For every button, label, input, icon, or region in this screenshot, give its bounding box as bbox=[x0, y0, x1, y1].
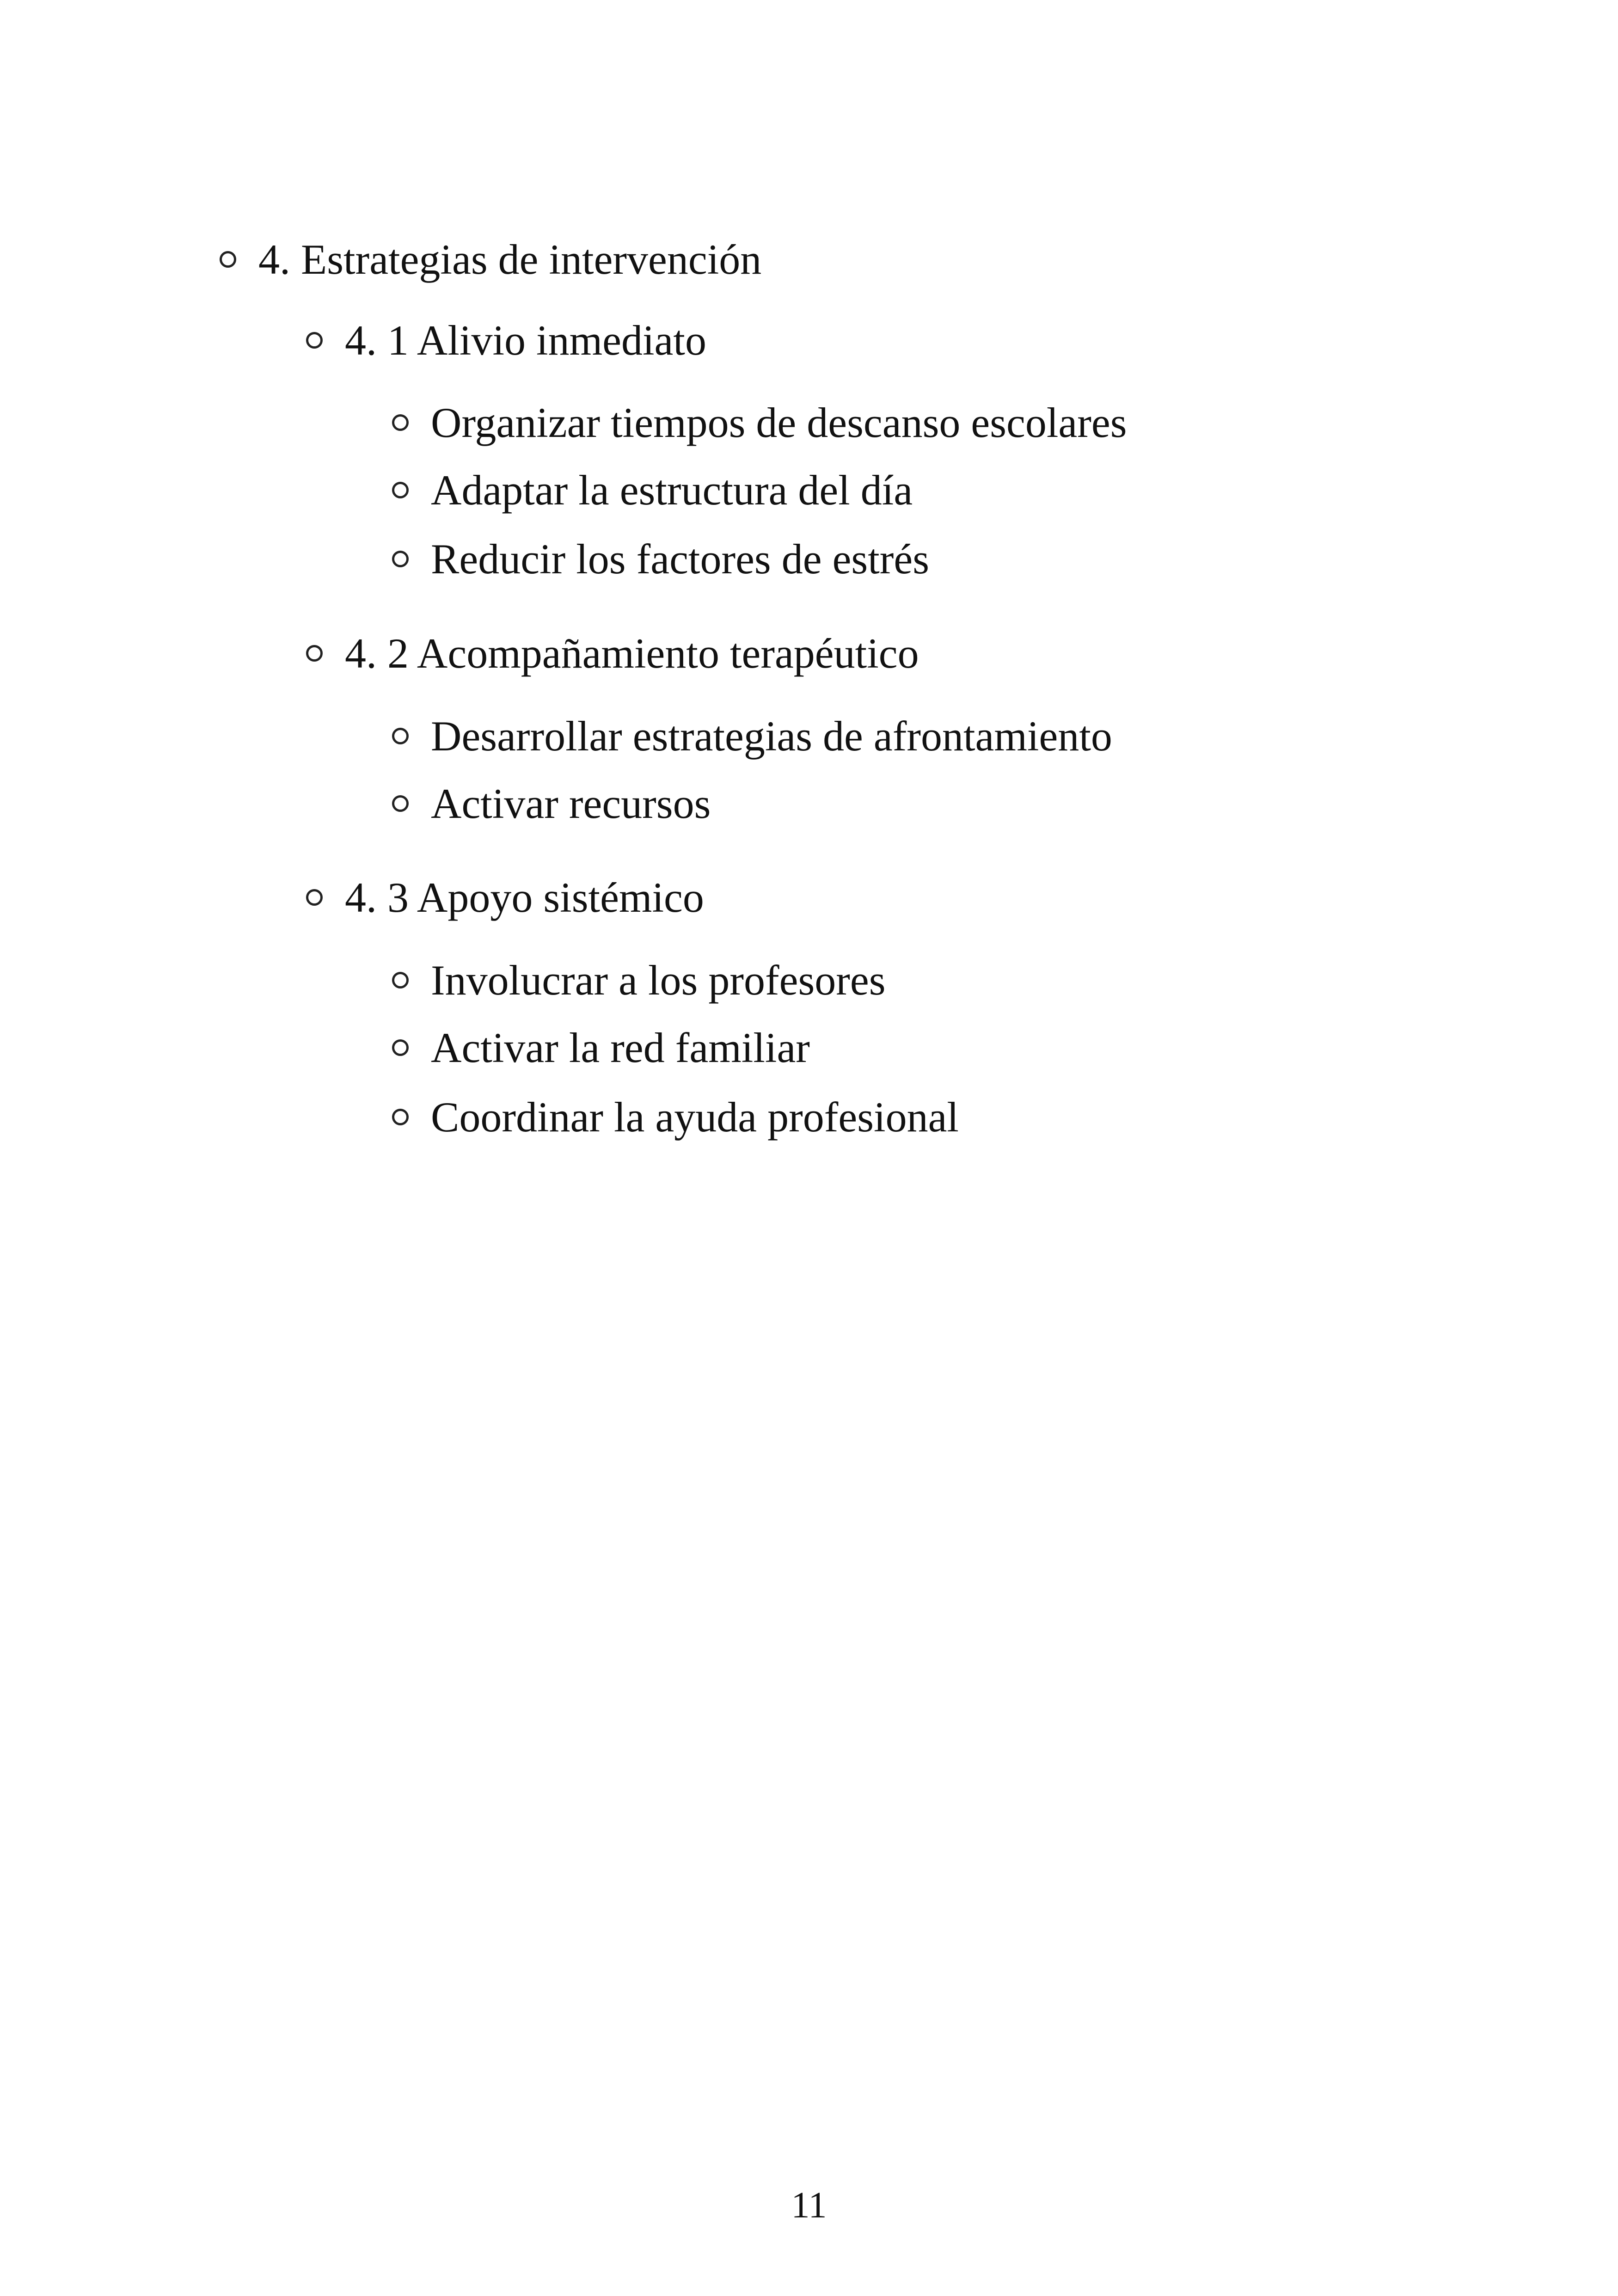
list-item-text: Desarrollar estrategias de afrontamiento bbox=[431, 712, 1112, 760]
list-item bbox=[392, 712, 1112, 760]
list-item bbox=[392, 401, 1127, 444]
list-item-text: Reducir los factores de estrés bbox=[431, 535, 930, 583]
list-item-text: Activar recursos bbox=[431, 780, 711, 827]
list-item bbox=[392, 535, 930, 583]
hollow-bullet-icon bbox=[306, 889, 323, 906]
section-title-4-2 bbox=[306, 632, 919, 675]
hollow-bullet-icon bbox=[392, 482, 409, 498]
list-item-text: Coordinar la ayuda profesional bbox=[431, 1093, 959, 1141]
section-title-text: 4. 1 Alivio inmediato bbox=[345, 317, 706, 364]
section-title-text: 4. 3 Apoyo sistémico bbox=[345, 874, 704, 921]
list-item bbox=[392, 467, 913, 514]
hollow-bullet-icon bbox=[392, 551, 409, 567]
hollow-bullet-icon bbox=[392, 728, 409, 744]
list-item-text: Involucrar a los profesores bbox=[431, 957, 886, 1004]
hollow-bullet-icon bbox=[392, 972, 409, 988]
page-number: 11 bbox=[791, 2185, 827, 2226]
hollow-bullet-icon bbox=[392, 795, 409, 812]
section-title-text: 4. 2 Acompañamiento terapéutico bbox=[345, 630, 919, 677]
hollow-bullet-icon bbox=[306, 645, 323, 662]
heading-text: 4. Estrategias de intervención bbox=[258, 236, 762, 283]
hollow-bullet-icon bbox=[392, 414, 409, 431]
hollow-bullet-icon bbox=[306, 332, 323, 349]
list-item bbox=[392, 1093, 959, 1141]
outline-heading bbox=[220, 238, 761, 281]
list-item bbox=[392, 782, 711, 825]
list-item-text: Organizar tiempos de descanso escolares bbox=[431, 399, 1127, 446]
list-item-text: Activar la red familiar bbox=[431, 1024, 810, 1071]
section-title-4-3 bbox=[306, 876, 704, 919]
list-item bbox=[392, 957, 886, 1004]
list-item bbox=[392, 1026, 810, 1069]
list-item-text: Adaptar la estructura del día bbox=[431, 467, 913, 514]
section-title-4-1 bbox=[306, 319, 706, 362]
hollow-bullet-icon bbox=[392, 1039, 409, 1056]
hollow-bullet-icon bbox=[220, 251, 236, 268]
hollow-bullet-icon bbox=[392, 1109, 409, 1125]
